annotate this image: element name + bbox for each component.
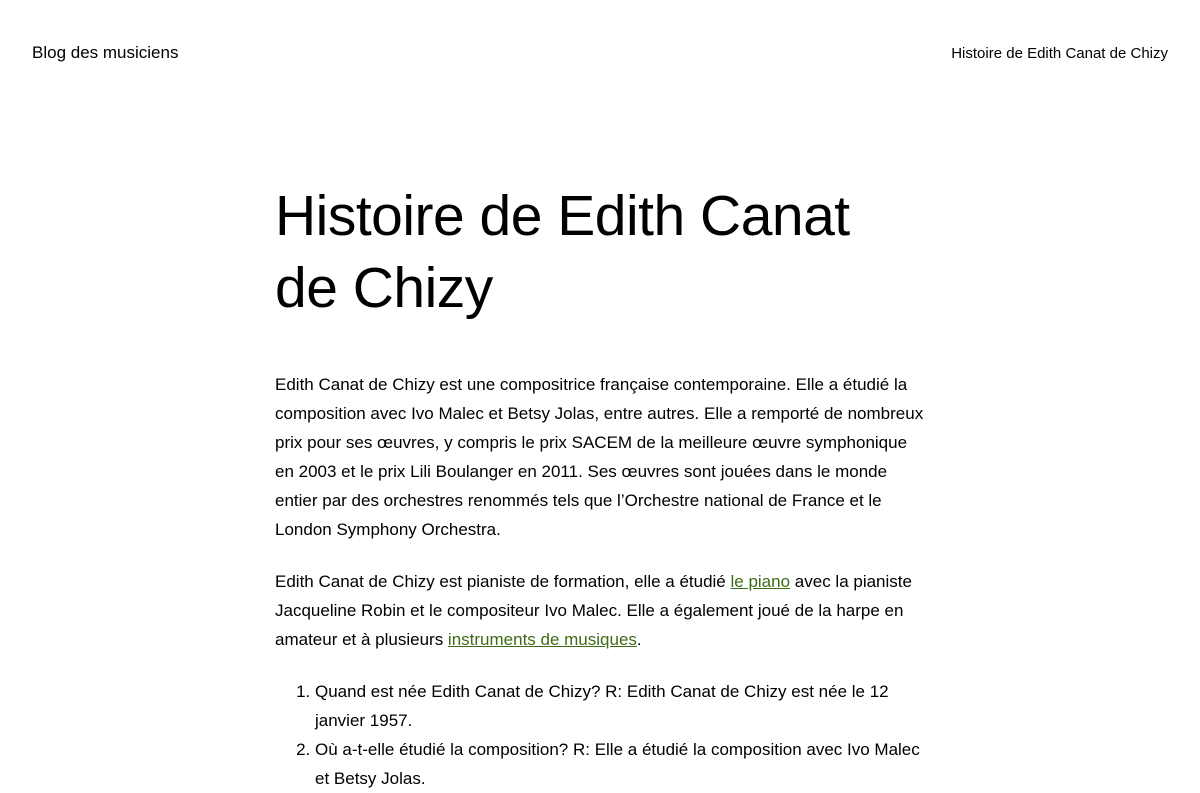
paragraph-text: . <box>636 630 642 649</box>
instruments-link[interactable]: instruments de musiques <box>447 630 637 649</box>
faq-item: 1. Quand est née Edith Canat de Chizy? R: Edith Canat de Chizy est née le 12 janvier 1957. <box>315 677 925 735</box>
site-title-link[interactable]: Blog des musiciens <box>32 43 179 62</box>
paragraph-training <box>275 567 925 654</box>
piano-link[interactable]: le piano <box>730 572 791 591</box>
faq-item: 2. Où a-t-elle étudié la composition? R: Elle a étudié la composition avec Ivo Malec et Betsy Jolas. <box>315 735 925 793</box>
faq-list <box>275 677 925 793</box>
nav-link-current-page[interactable]: Histoire de Edith Canat de Chizy <box>951 45 1168 62</box>
article-content <box>275 180 925 793</box>
paragraph-text: avec la pianiste Jacqueline Robin et le compositeur Ivo Malec. Elle a également joué de la harpe en amateur et à plusieurs <box>275 572 912 649</box>
site-header <box>0 0 1200 110</box>
paragraph-text: Edith Canat de Chizy est pianiste de formation, elle a étudié <box>275 572 731 591</box>
paragraph-intro: Edith Canat de Chizy est une compositrice française contemporaine. Elle a étudié la composition avec Ivo Malec et Betsy Jolas, entre autres. Elle a remporté de nombreux prix pour ses œuvres, y compris le prix SACEM de la meilleure œuvre symphonique en 2003 et le prix Lili Boulanger en 2011. Ses œuvres sont jouées dans le monde entier par des orchestres renommés tels que l’Orchestre national de France et le London Symphony Orchestra. <box>275 375 924 539</box>
page-title: Histoire de Edith Canat de Chizy <box>275 184 850 320</box>
